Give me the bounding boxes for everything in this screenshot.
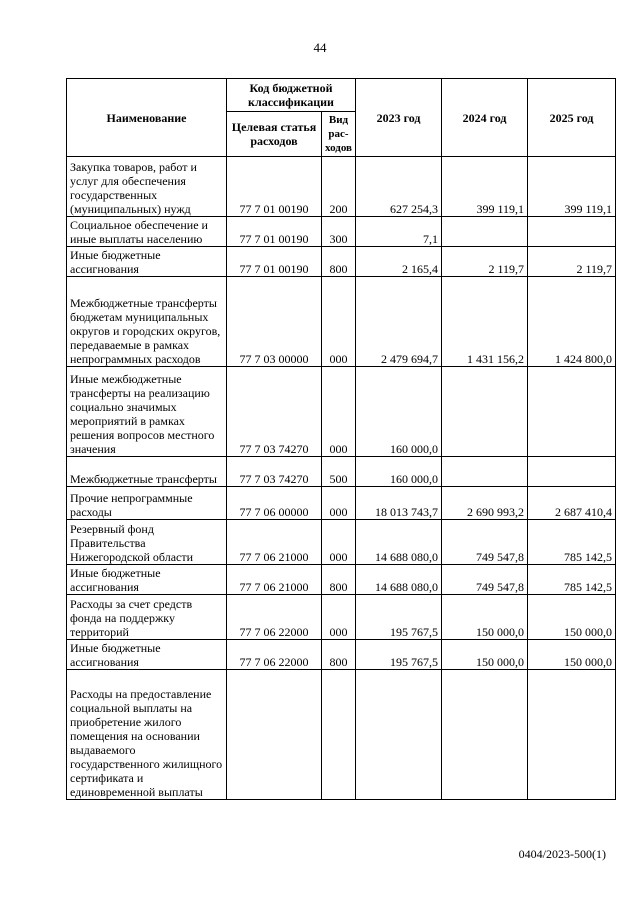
row-2023-cell: 195 767,5 — [356, 595, 442, 640]
row-2024-cell: 399 119,1 — [442, 157, 528, 217]
header-expense-type: Вид рас-ходов — [322, 112, 356, 157]
row-type-cell: 000 — [322, 367, 356, 457]
table-row — [67, 277, 616, 367]
row-2025-cell: 2 687 410,4 — [528, 487, 616, 520]
row-code-cell — [227, 670, 322, 800]
table-row — [67, 487, 616, 520]
table-header — [67, 79, 616, 157]
table-row — [67, 247, 616, 277]
row-name-cell: Иные бюджетные ассигнования — [67, 565, 227, 595]
row-2025-cell: 2 119,7 — [528, 247, 616, 277]
row-2024-cell: 2 119,7 — [442, 247, 528, 277]
row-2024-cell: 749 547,8 — [442, 565, 528, 595]
row-code-cell: 77 7 06 22000 — [227, 595, 322, 640]
row-code-cell: 77 7 06 22000 — [227, 640, 322, 670]
header-target-item: Целевая статья расходов — [227, 112, 322, 157]
row-code-cell: 77 7 06 21000 — [227, 565, 322, 595]
row-code-cell: 77 7 01 00190 — [227, 217, 322, 247]
row-name-cell: Межбюджетные трансферты — [67, 457, 227, 487]
row-2025-cell — [528, 457, 616, 487]
row-2024-cell: 150 000,0 — [442, 640, 528, 670]
page-number: 44 — [313, 40, 327, 55]
table-row — [67, 640, 616, 670]
row-2023-cell: 160 000,0 — [356, 367, 442, 457]
row-2025-cell: 1 424 800,0 — [528, 277, 616, 367]
row-2024-cell — [442, 670, 528, 800]
row-type-cell: 000 — [322, 277, 356, 367]
header-classification-group: Код бюджетной классификации — [227, 79, 356, 112]
row-type-cell: 800 — [322, 247, 356, 277]
row-2024-cell: 2 690 993,2 — [442, 487, 528, 520]
row-2023-cell: 2 165,4 — [356, 247, 442, 277]
row-2025-cell: 150 000,0 — [528, 640, 616, 670]
row-name-cell: Резервный фонд Правительства Нижегородской области — [67, 520, 227, 565]
row-2025-cell — [528, 670, 616, 800]
row-type-cell — [322, 670, 356, 800]
row-type-cell: 800 — [322, 565, 356, 595]
row-type-cell: 000 — [322, 487, 356, 520]
row-name-cell: Закупка товаров, работ и услуг для обеспечения государственных (муниципальных) нужд — [67, 157, 227, 217]
header-year-2024: 2024 год — [442, 79, 528, 157]
table-row — [67, 217, 616, 247]
table-row — [67, 157, 616, 217]
row-2024-cell — [442, 457, 528, 487]
row-2023-cell: 160 000,0 — [356, 457, 442, 487]
row-name-cell: Иные бюджетные ассигнования — [67, 247, 227, 277]
header-name: Наименование — [67, 79, 227, 157]
table-row — [67, 670, 616, 800]
row-2023-cell — [356, 670, 442, 800]
row-type-cell: 500 — [322, 457, 356, 487]
row-2024-cell — [442, 367, 528, 457]
row-2023-cell: 18 013 743,7 — [356, 487, 442, 520]
row-code-cell: 77 7 06 00000 — [227, 487, 322, 520]
row-2025-cell: 785 142,5 — [528, 565, 616, 595]
row-2024-cell: 749 547,8 — [442, 520, 528, 565]
row-2023-cell: 195 767,5 — [356, 640, 442, 670]
table-row — [67, 595, 616, 640]
row-code-cell: 77 7 01 00190 — [227, 157, 322, 217]
header-year-2023: 2023 год — [356, 79, 442, 157]
table-row — [67, 520, 616, 565]
row-2024-cell — [442, 217, 528, 247]
document-code: 0404/2023-500(1) — [518, 847, 606, 861]
row-code-cell: 77 7 01 00190 — [227, 247, 322, 277]
row-type-cell: 200 — [322, 157, 356, 217]
row-code-cell: 77 7 03 74270 — [227, 457, 322, 487]
row-2023-cell: 14 688 080,0 — [356, 520, 442, 565]
row-name-cell: Расходы за счет средств фонда на поддержку территорий — [67, 595, 227, 640]
row-2025-cell — [528, 217, 616, 247]
row-2023-cell: 7,1 — [356, 217, 442, 247]
row-2025-cell: 785 142,5 — [528, 520, 616, 565]
row-2023-cell: 14 688 080,0 — [356, 565, 442, 595]
table-row — [67, 565, 616, 595]
table-row — [67, 457, 616, 487]
table-row — [67, 367, 616, 457]
row-name-cell: Социальное обеспечение и иные выплаты населению — [67, 217, 227, 247]
row-2025-cell: 399 119,1 — [528, 157, 616, 217]
header-year-2025: 2025 год — [528, 79, 616, 157]
row-2025-cell — [528, 367, 616, 457]
row-2024-cell: 150 000,0 — [442, 595, 528, 640]
row-2023-cell: 627 254,3 — [356, 157, 442, 217]
row-2023-cell: 2 479 694,7 — [356, 277, 442, 367]
budget-table — [66, 78, 616, 800]
row-code-cell: 77 7 06 21000 — [227, 520, 322, 565]
row-type-cell: 300 — [322, 217, 356, 247]
row-name-cell: Межбюджетные трансферты бюджетам муниципальных округов и городских округов, передаваемые в рамках непрограммных расходов — [67, 277, 227, 367]
row-code-cell: 77 7 03 74270 — [227, 367, 322, 457]
row-name-cell: Прочие непрограммные расходы — [67, 487, 227, 520]
row-type-cell: 000 — [322, 595, 356, 640]
row-name-cell: Расходы на предоставление социальной выплаты на приобретение жилого помещения на основании выдаваемого государственного жилищного сертификата и единовременной выплаты — [67, 670, 227, 800]
row-2024-cell: 1 431 156,2 — [442, 277, 528, 367]
row-code-cell: 77 7 03 00000 — [227, 277, 322, 367]
row-name-cell: Иные межбюджетные трансферты на реализацию социально значимых мероприятий в рамках решения вопросов местного значения — [67, 367, 227, 457]
row-2025-cell: 150 000,0 — [528, 595, 616, 640]
row-type-cell: 000 — [322, 520, 356, 565]
table-body — [67, 157, 616, 800]
row-name-cell: Иные бюджетные ассигнования — [67, 640, 227, 670]
row-type-cell: 800 — [322, 640, 356, 670]
